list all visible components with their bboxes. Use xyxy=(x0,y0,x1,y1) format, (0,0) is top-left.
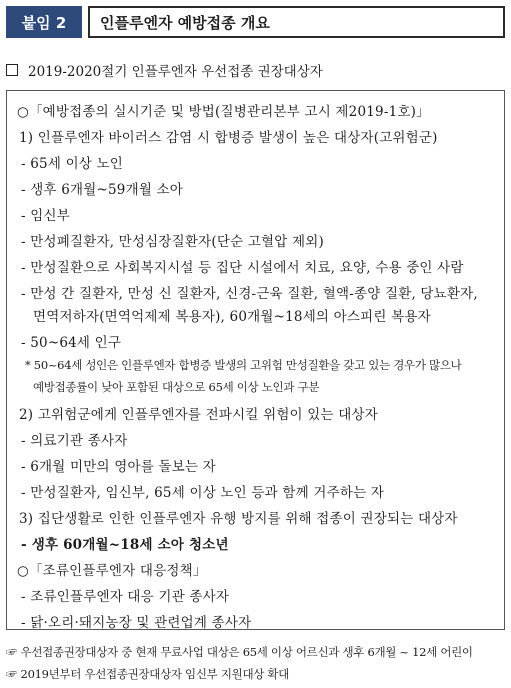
footer-note: ☞ 우선접종권장대상자 중 현재 무료사업 대상은 65세 이상 어르신과 생후 6개월 ~ 12세 어린이 xyxy=(6,645,473,659)
list-item: - 생후 6개월~59개월 소아 xyxy=(21,182,184,198)
note-line: * 50~64세 성인은 인플루엔자 합병증 발생의 고위험 만성질환을 갖고 있는 경우가 많으나 xyxy=(25,358,462,372)
list-item: - 만성 간 질환자, 만성 신 질환자, 신경-근육 질환, 혈액-종양 질환, 당뇨환자, xyxy=(21,286,478,302)
attachment-badge: 붙임 2 xyxy=(6,6,82,38)
section-title: 2019-2020절기 인플루엔자 우선접종 권장대상자 xyxy=(28,64,323,80)
list-item: - 임신부 xyxy=(21,208,70,224)
checkbox-square-icon xyxy=(6,64,18,76)
list-item: - 생후 60개월~18세 소아 청소년 xyxy=(21,537,229,553)
list-item: - 만성질환으로 사회복지시설 등 집단 시설에서 치료, 요양, 수용 중인 사람 xyxy=(21,260,464,276)
criteria-heading: ○「예방접종의 실시기준 및 방법(질병관리본부 고시 제2019-1호)」 xyxy=(17,104,430,120)
list-item: - 닭·오리·돼지농장 및 관련업계 종사자 xyxy=(21,615,252,631)
list-item: - 65세 이상 노인 xyxy=(21,156,124,172)
group2-heading: 2) 고위험군에게 인플루엔자를 전파시킬 위험이 있는 대상자 xyxy=(19,407,378,423)
list-item: - 조류인플루엔자 대응 기관 종사자 xyxy=(21,589,230,605)
list-item: - 만성폐질환자, 만성심장질환자(단순 고혈압 제외) xyxy=(21,234,324,250)
list-item: - 의료기관 종사자 xyxy=(21,433,128,449)
list-item: - 50~64세 인구 xyxy=(21,335,122,351)
footer-note: ☞ 2019년부터 우선접종권장대상자 임신부 지원대상 확대 xyxy=(6,667,290,681)
avian-heading: ○「조류인플루엔자 대응정책」 xyxy=(17,563,207,579)
list-item: - 6개월 미만의 영아를 돌보는 자 xyxy=(21,459,216,475)
document-title: 인플루엔자 예방접종 개요 xyxy=(88,6,505,38)
content-box xyxy=(6,90,505,630)
header xyxy=(6,6,505,38)
section-heading xyxy=(6,60,323,80)
group1-heading: 1) 인플루엔자 바이러스 감염 시 합병증 발생이 높은 대상자(고위험군) xyxy=(19,130,438,146)
note-line-continuation: 예방접종률이 낮아 포함된 대상으로 65세 이상 노인과 구분 xyxy=(33,380,320,394)
list-item-continuation: 면역저하자(면역억제제 복용자), 60개월~18세의 아스피린 복용자 xyxy=(33,309,431,325)
list-item: - 만성질환자, 임신부, 65세 이상 노인 등과 함께 거주하는 자 xyxy=(21,485,385,501)
group3-heading: 3) 집단생활로 인한 인플루엔자 유행 방지를 위해 접종이 권장되는 대상자 xyxy=(19,511,458,527)
